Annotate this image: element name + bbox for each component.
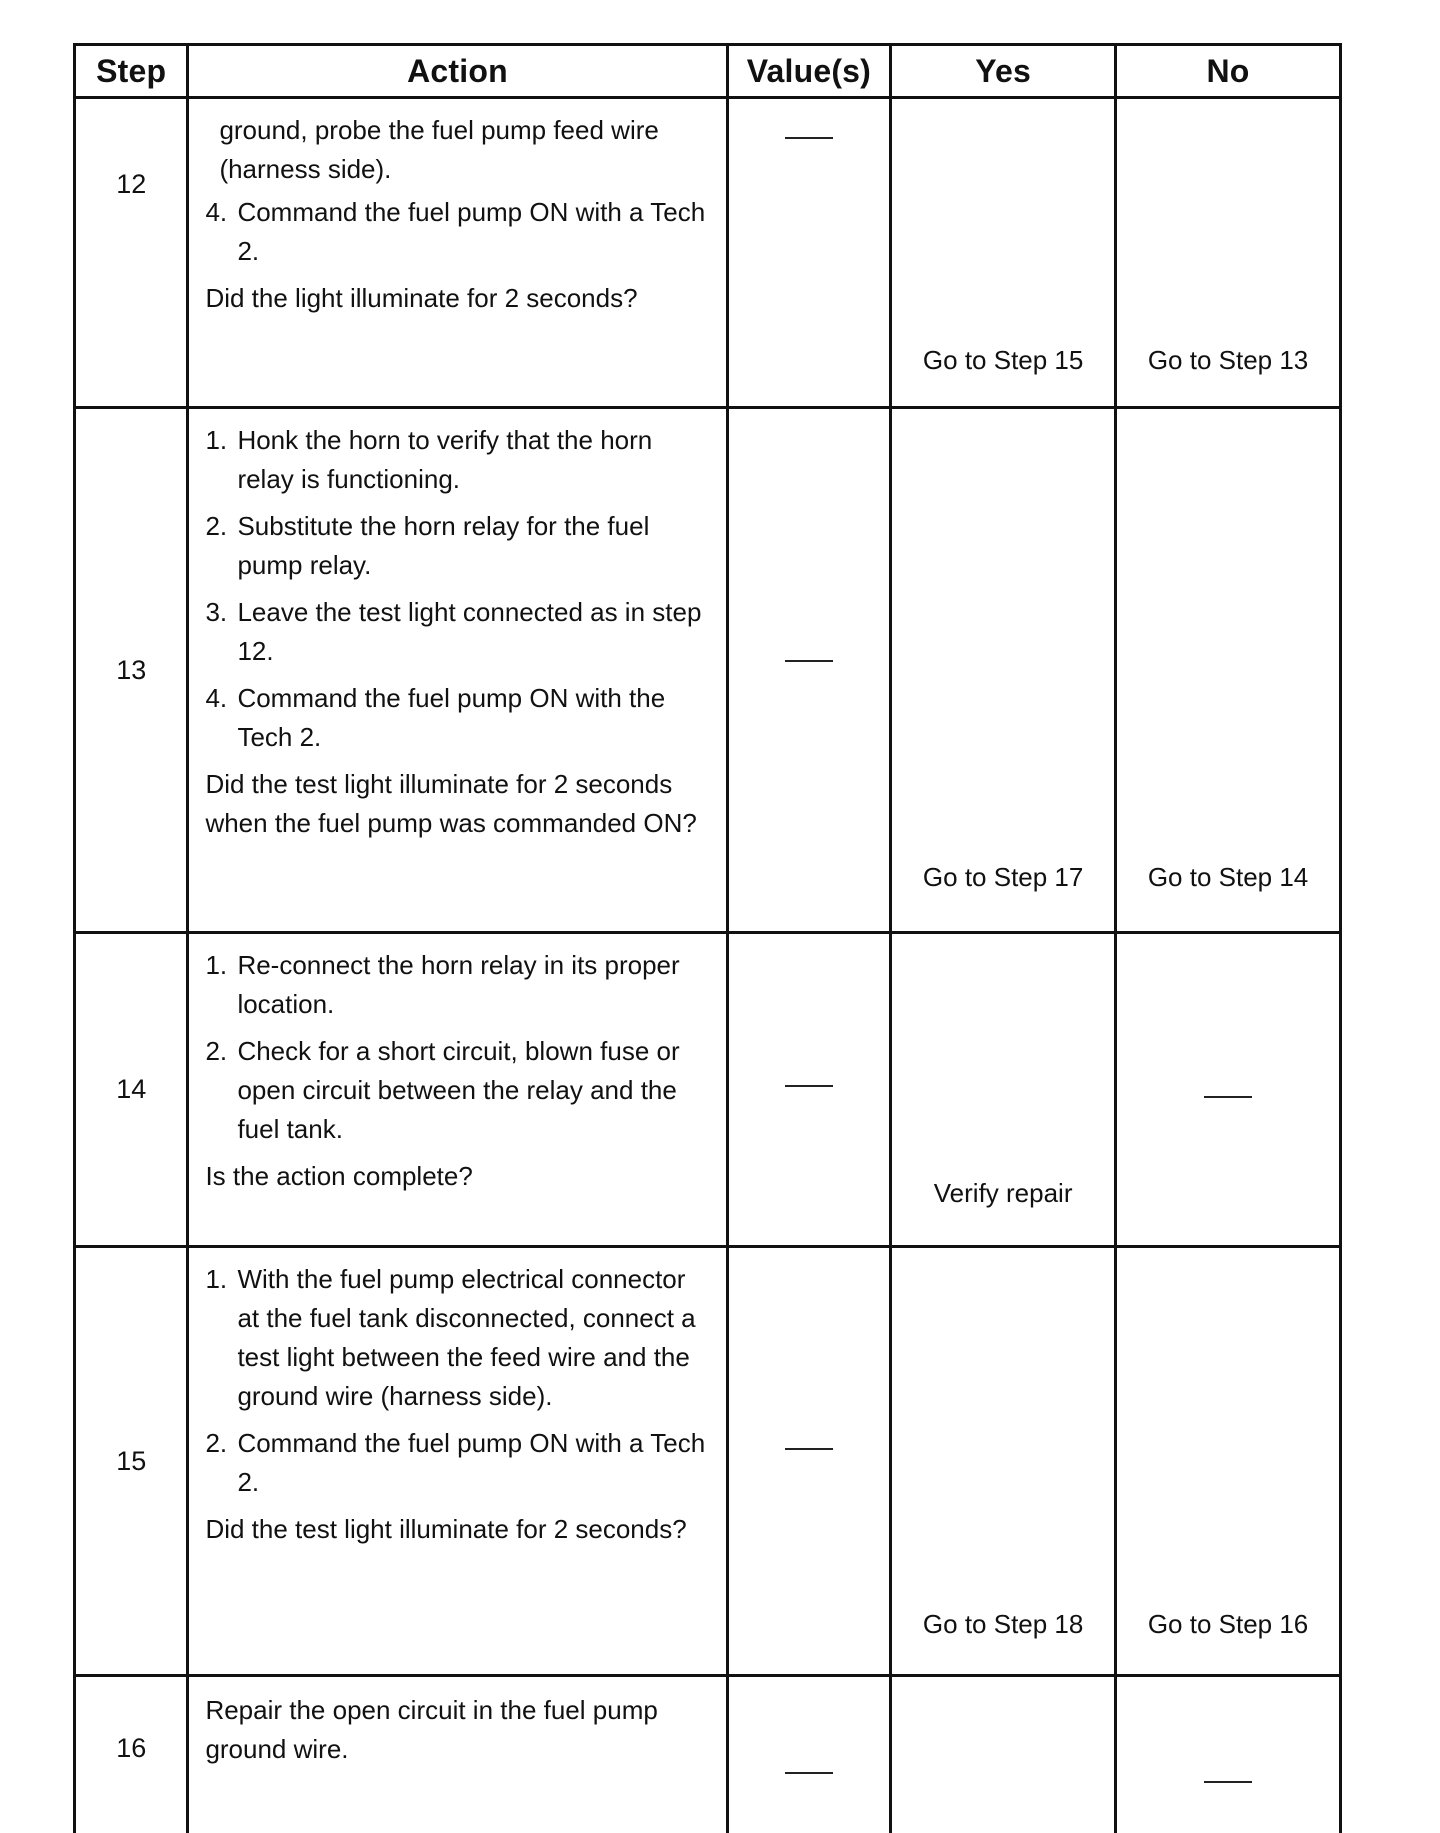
step-number: 12 — [75, 98, 188, 408]
yes-result: Go to Step 17 — [892, 862, 1114, 893]
action-item-text: Honk the horn to verify that the horn relay is functioning. — [237, 421, 709, 499]
header-no: No — [1116, 45, 1341, 98]
yes-result: Go to Step 15 — [892, 345, 1114, 376]
no-result: Go to Step 14 — [1117, 862, 1339, 893]
action-list — [205, 421, 709, 757]
action-item-text: Command the fuel pump ON with a Tech 2. — [237, 1424, 709, 1502]
action-cell — [188, 1247, 727, 1676]
yes-cell — [891, 98, 1116, 408]
table-row — [75, 933, 1341, 1247]
action-item-number: 2. — [205, 1424, 237, 1502]
action-item-text: Command the fuel pump ON with the Tech 2. — [237, 679, 709, 757]
value-dash — [785, 1448, 833, 1450]
action-item-number: 1. — [205, 946, 237, 1024]
action-item-text: Command the fuel pump ON with a Tech 2. — [237, 193, 709, 271]
action-item-number: 4. — [205, 679, 237, 757]
header-action: Action — [188, 45, 727, 98]
action-cell — [188, 98, 727, 408]
action-list — [205, 193, 709, 271]
action-item-text: With the fuel pump electrical connector at the fuel tank disconnected, connect a test light between the feed wire and the ground wire (harness side). — [237, 1260, 709, 1416]
no-dash — [1204, 1096, 1252, 1098]
no-cell — [1116, 1676, 1341, 1833]
no-cell — [1116, 408, 1341, 933]
table-row — [75, 1247, 1341, 1676]
action-item-number: 2. — [205, 507, 237, 585]
table-row — [75, 1676, 1341, 1833]
yes-cell — [891, 933, 1116, 1247]
header-step: Step — [75, 45, 188, 98]
value-cell — [727, 1676, 891, 1833]
action-cell — [188, 1676, 727, 1833]
yes-cell — [891, 408, 1116, 933]
action-item — [205, 1424, 709, 1502]
header-yes: Yes — [891, 45, 1116, 98]
value-dash — [785, 1085, 833, 1087]
step-number: 15 — [75, 1247, 188, 1676]
action-question: Did the test light illuminate for 2 seconds when the fuel pump was commanded ON? — [205, 765, 709, 843]
value-cell — [727, 98, 891, 408]
action-list — [205, 1260, 709, 1502]
no-cell — [1116, 1247, 1341, 1676]
action-item-text: Substitute the horn relay for the fuel pump relay. — [237, 507, 709, 585]
action-item-number: 1. — [205, 421, 237, 499]
yes-cell — [891, 1676, 1116, 1833]
action-item-text: Check for a short circuit, blown fuse or open circuit between the relay and the fuel tank. — [237, 1032, 709, 1149]
action-item — [205, 507, 709, 585]
action-cell — [188, 933, 727, 1247]
step-number: 13 — [75, 408, 188, 933]
table-row — [75, 98, 1341, 408]
action-item-text: Leave the test light connected as in step 12. — [237, 593, 709, 671]
value-dash — [785, 1772, 833, 1774]
action-question: Did the test light illuminate for 2 seconds? — [205, 1510, 709, 1549]
action-item — [205, 1032, 709, 1149]
action-question: Repair the open circuit in the fuel pump ground wire. — [205, 1691, 709, 1769]
value-cell — [727, 408, 891, 933]
value-dash — [785, 137, 833, 139]
action-item — [205, 946, 709, 1024]
header-values: Value(s) — [727, 45, 891, 98]
action-item — [205, 421, 709, 499]
action-item — [205, 593, 709, 671]
no-result: Go to Step 16 — [1117, 1609, 1339, 1640]
step-number: 16 — [75, 1676, 188, 1833]
table-header-row — [75, 45, 1341, 98]
action-item-number: 2. — [205, 1032, 237, 1149]
no-result: Go to Step 13 — [1117, 345, 1339, 376]
action-item — [205, 1260, 709, 1416]
action-item-text: Re-connect the horn relay in its proper location. — [237, 946, 709, 1024]
no-dash-wrap — [1117, 1074, 1339, 1105]
step-number: 14 — [75, 933, 188, 1247]
value-dash — [785, 660, 833, 662]
diagnostic-table — [73, 43, 1342, 1833]
action-item — [205, 679, 709, 757]
action-item-number: 4. — [205, 193, 237, 271]
action-question: Is the action complete? — [205, 1157, 709, 1196]
yes-result: Go to Step 18 — [892, 1609, 1114, 1640]
yes-cell — [891, 1247, 1116, 1676]
action-continued-text: ground, probe the fuel pump feed wire (harness side). — [205, 111, 709, 189]
action-question: Did the light illuminate for 2 seconds? — [205, 279, 709, 318]
yes-result: Verify repair — [892, 1178, 1114, 1209]
action-item — [205, 193, 709, 271]
action-item-number: 1. — [205, 1260, 237, 1416]
table-row — [75, 408, 1341, 933]
no-dash-wrap — [1117, 1759, 1339, 1790]
action-list — [205, 946, 709, 1149]
no-cell — [1116, 98, 1341, 408]
action-cell — [188, 408, 727, 933]
action-item-number: 3. — [205, 593, 237, 671]
no-cell — [1116, 933, 1341, 1247]
value-cell — [727, 933, 891, 1247]
value-cell — [727, 1247, 891, 1676]
no-dash — [1204, 1781, 1252, 1783]
